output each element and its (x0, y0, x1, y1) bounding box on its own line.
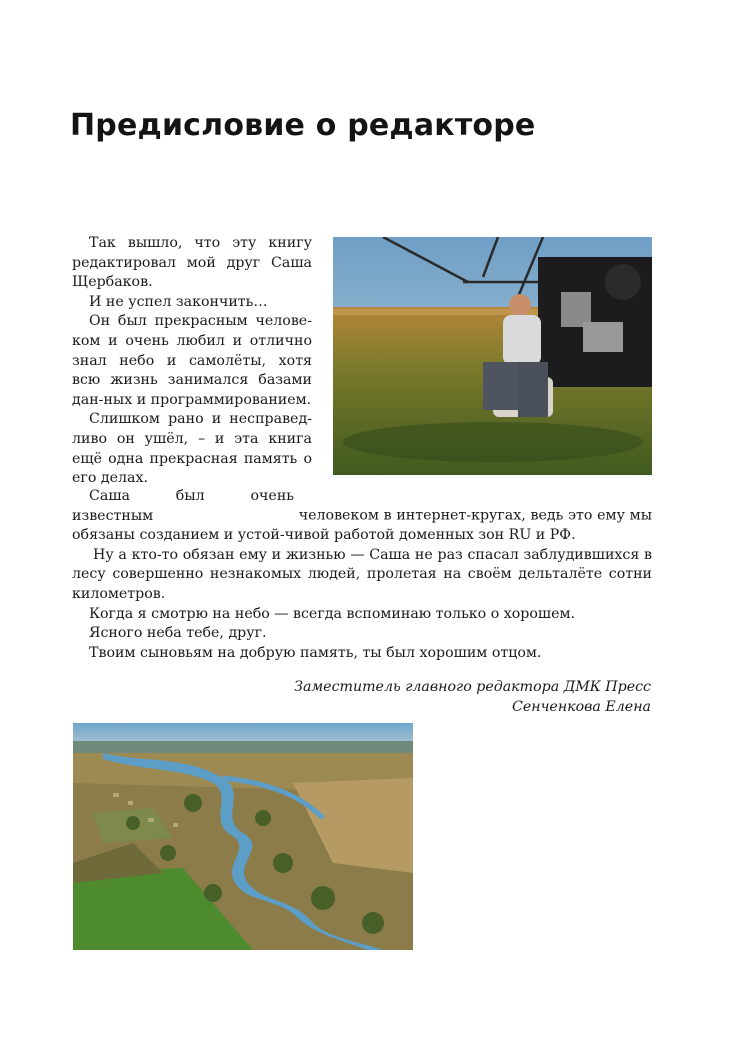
paragraph: Слишком рано и несправед-ливо он ушёл, – и эта книга ещё одна прекрасная память о его делах. (72, 411, 312, 487)
paragraph-rest: человеком в интернет-кругах, ведь это ему мы обязаны созданием и устой-чивой работой доменных зон RU и РФ. (72, 507, 652, 544)
paragraph: Твоим сыновьям на добрую память, ты был хорошим отцом. (89, 644, 542, 661)
paragraph: Ясного неба тебе, друг. (89, 625, 267, 642)
body-text (72, 487, 652, 663)
signature (231, 677, 651, 717)
page-title: Предисловие о редакторе (70, 108, 536, 143)
paragraph (72, 487, 652, 546)
paragraph: И не успел закончить… (89, 293, 268, 310)
paragraph: Ну а кто-то обязан ему и жизнью — Саша не раз спасал заблудившихся в лесу совершенно незнакомых людей, пролетая на своём дельталёте сотни километров. (72, 546, 652, 602)
column-text (72, 234, 312, 489)
paragraph: Когда я смотрю на небо — всегда вспоминаю только о хорошем. (89, 605, 576, 622)
paragraph-lead: Саша был очень известным (72, 488, 294, 524)
signature-name: Сенченкова Елена (512, 699, 651, 715)
signature-position: Заместитель главного редактора ДМК Пресс (294, 679, 651, 695)
paragraph: Так вышло, что эту книгу редактировал мой друг Саша Щербаков. (72, 235, 312, 291)
pilot-photo (333, 237, 652, 475)
pilot-photo-image (333, 237, 652, 475)
river-photo-image (73, 723, 413, 950)
paragraph: Он был прекрасным челове-ком и очень любил и отлично знал небо и самолёты, хотя всю жизнь занимался базами дан-ных и программированием. (72, 313, 312, 408)
river-photo (73, 723, 413, 950)
